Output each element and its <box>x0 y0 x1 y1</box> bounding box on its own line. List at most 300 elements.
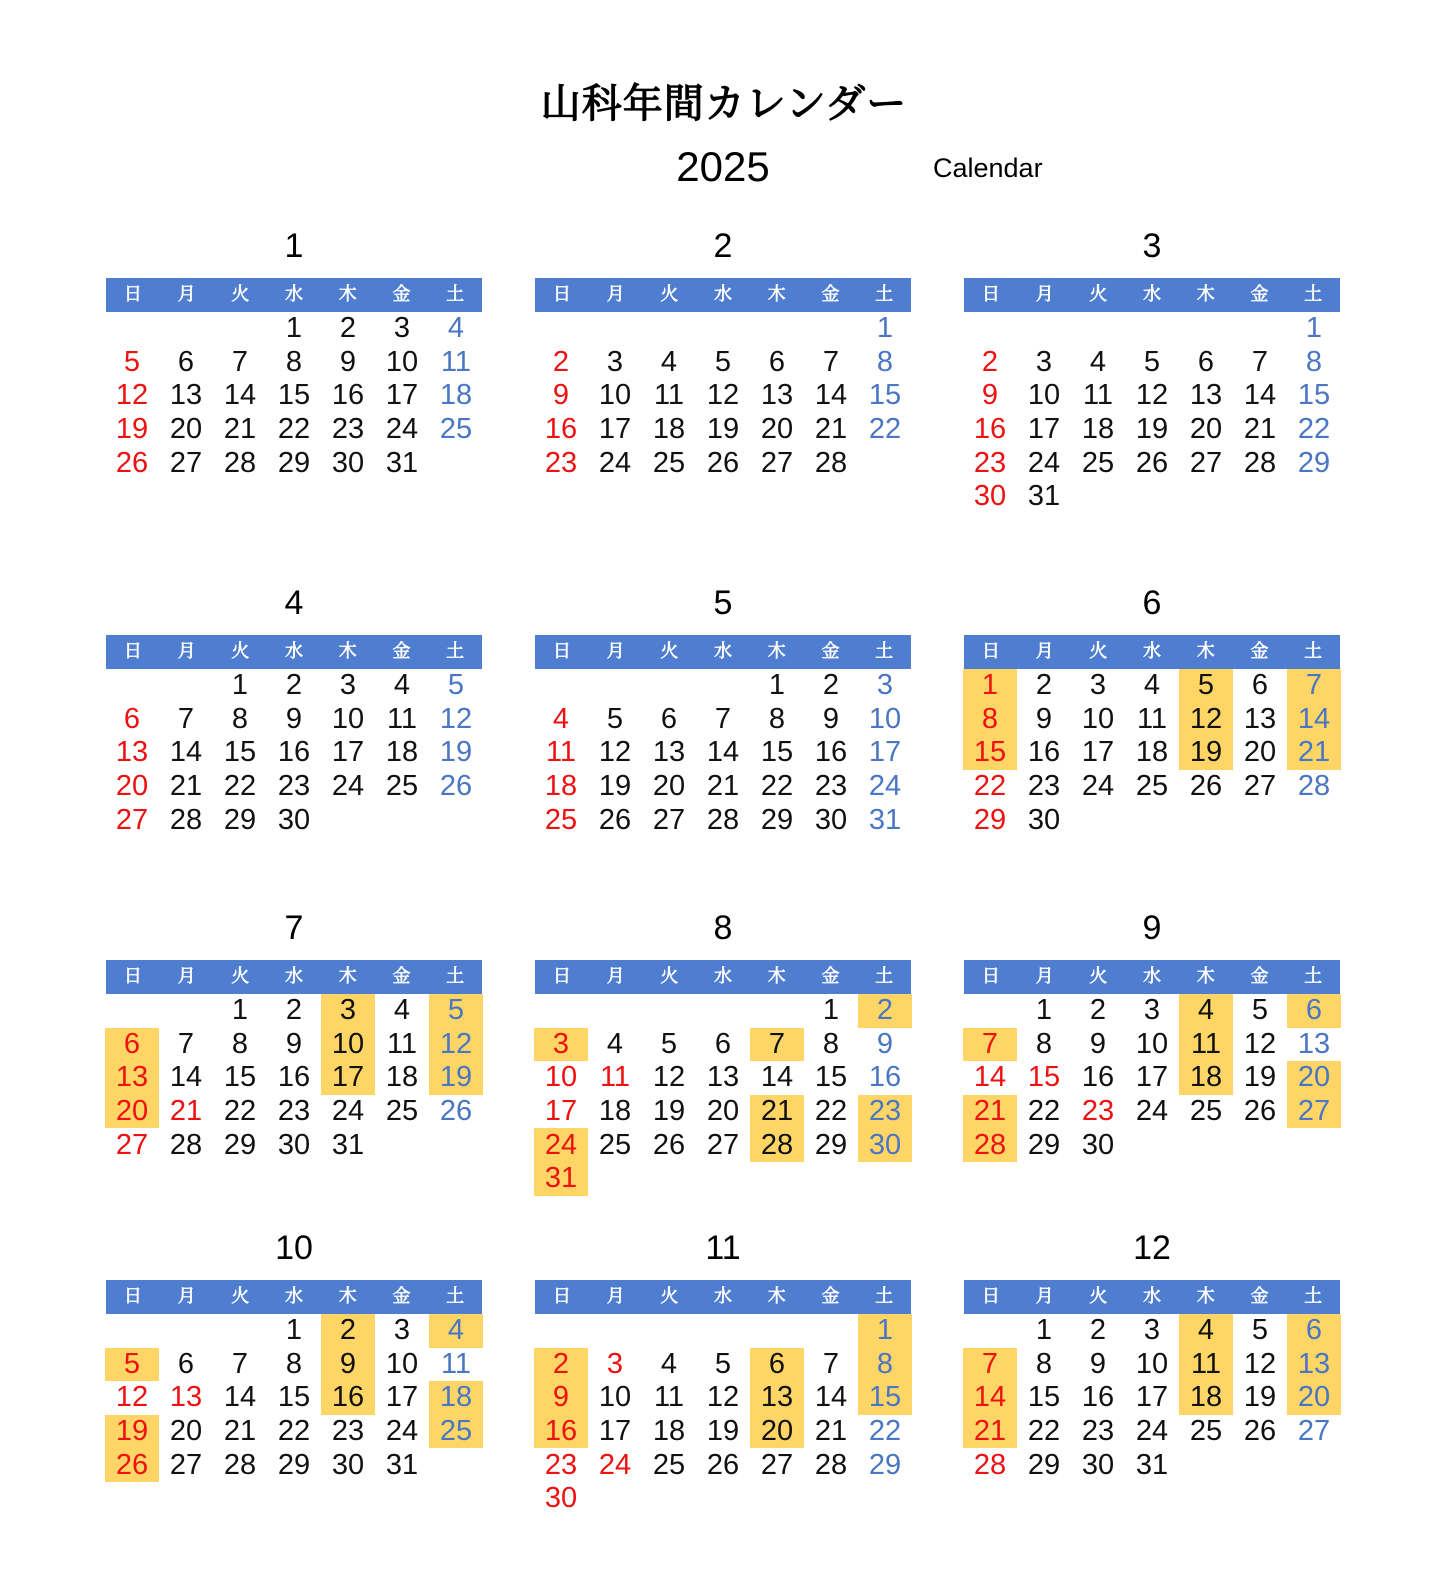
day-cell: 21 <box>223 413 257 446</box>
day-cell: 2 <box>858 994 912 1028</box>
day-cell: 5 <box>105 1348 159 1382</box>
day-cell: 29 <box>1027 1128 1061 1161</box>
day-cell: 30 <box>331 446 365 479</box>
day-cell: 2 <box>285 669 303 702</box>
weekday-label: 土 <box>446 966 465 987</box>
day-cell: 26 <box>706 446 740 479</box>
weekday-label: 金 <box>1250 966 1269 987</box>
day-cell: 2 <box>534 1348 588 1382</box>
weekday-label: 月 <box>1035 1286 1054 1307</box>
day-cell: 20 <box>1287 1061 1341 1095</box>
day-cell: 8 <box>768 702 786 735</box>
day-cell: 8 <box>1305 345 1323 378</box>
day-cell: 4 <box>552 702 570 735</box>
weekday-header <box>964 1280 1340 1314</box>
day-cell: 8 <box>822 1027 840 1060</box>
day-cell: 28 <box>973 1448 1007 1481</box>
day-cell: 30 <box>544 1482 578 1515</box>
day-cell: 12 <box>1135 379 1169 412</box>
day-cell: 20 <box>760 413 794 446</box>
weekday-label: 月 <box>177 641 196 662</box>
day-cell: 16 <box>814 736 848 769</box>
day-cell: 6 <box>660 702 678 735</box>
day-cell: 13 <box>1287 1348 1341 1382</box>
day-cell: 3 <box>1143 1314 1161 1347</box>
day-cell: 11 <box>440 345 472 378</box>
day-cell: 4 <box>1089 345 1107 378</box>
weekday-label: 日 <box>123 284 142 305</box>
day-cell: 10 <box>868 702 902 735</box>
day-cell: 30 <box>1081 1128 1115 1161</box>
day-cell: 28 <box>750 1128 804 1162</box>
day-cell: 18 <box>1135 736 1169 769</box>
day-cell: 23 <box>331 413 365 446</box>
day-cell: 1 <box>285 312 303 345</box>
day-cell: 24 <box>385 413 419 446</box>
day-cell: 13 <box>169 379 203 412</box>
day-cell: 1 <box>1035 1314 1053 1347</box>
day-cell: 24 <box>598 446 632 479</box>
day-cell: 22 <box>868 1415 902 1448</box>
day-cell: 25 <box>429 1415 483 1449</box>
day-cell: 29 <box>760 803 794 836</box>
day-cell: 17 <box>331 736 365 769</box>
day-cell: 26 <box>1189 770 1223 803</box>
day-cell: 22 <box>223 1095 257 1128</box>
weekday-label: 水 <box>285 284 304 305</box>
weekday-header <box>535 960 911 994</box>
day-cell: 7 <box>822 345 840 378</box>
day-cell: 14 <box>963 1381 1017 1415</box>
day-cell: 30 <box>973 480 1007 513</box>
weekday-label: 金 <box>392 641 411 662</box>
weekday-label: 月 <box>177 1286 196 1307</box>
day-cell: 11 <box>1136 702 1168 735</box>
day-cell: 24 <box>331 770 365 803</box>
day-cell: 8 <box>1035 1347 1053 1380</box>
day-cell: 29 <box>1297 446 1331 479</box>
day-cell: 20 <box>1189 413 1223 446</box>
day-cell: 6 <box>177 345 195 378</box>
day-cell: 23 <box>331 1415 365 1448</box>
day-cell: 21 <box>963 1415 1017 1449</box>
day-cell: 17 <box>385 379 419 412</box>
day-cell: 6 <box>1287 994 1341 1028</box>
weekday-label: 木 <box>1196 1286 1215 1307</box>
day-cell: 1 <box>1035 994 1053 1027</box>
day-cell: 5 <box>1251 994 1269 1027</box>
day-cell: 9 <box>1035 702 1053 735</box>
day-cell: 11 <box>1082 379 1114 412</box>
day-cell: 5 <box>660 1027 678 1060</box>
day-cell: 22 <box>973 770 1007 803</box>
day-cell: 19 <box>706 413 740 446</box>
day-cell: 16 <box>321 1381 375 1415</box>
day-cell: 18 <box>429 1381 483 1415</box>
day-cell: 2 <box>1089 994 1107 1027</box>
weekday-label: 金 <box>821 966 840 987</box>
weekday-label: 木 <box>767 966 786 987</box>
day-cell: 6 <box>105 1028 159 1062</box>
day-cell: 7 <box>1251 345 1269 378</box>
day-cell: 4 <box>660 345 678 378</box>
day-cell: 19 <box>1243 1061 1277 1094</box>
day-cell: 9 <box>1089 1347 1107 1380</box>
day-cell: 31 <box>1027 480 1061 513</box>
day-cell: 26 <box>115 446 149 479</box>
day-cell: 17 <box>868 736 902 769</box>
day-cell: 20 <box>1243 736 1277 769</box>
day-cell: 30 <box>277 803 311 836</box>
day-cell: 9 <box>1089 1027 1107 1060</box>
day-cell: 27 <box>1287 1095 1341 1129</box>
day-cell: 12 <box>598 736 632 769</box>
day-cell: 29 <box>223 803 257 836</box>
day-cell: 5 <box>714 345 732 378</box>
day-cell: 29 <box>277 446 311 479</box>
day-cell: 31 <box>534 1162 588 1196</box>
day-cell: 6 <box>1251 669 1269 702</box>
day-cell: 25 <box>598 1128 632 1161</box>
day-cell: 1 <box>822 994 840 1027</box>
weekday-header <box>106 278 482 312</box>
weekday-label: 水 <box>1143 966 1162 987</box>
day-cell: 1 <box>231 669 249 702</box>
day-cell: 7 <box>822 1347 840 1380</box>
day-cell: 13 <box>652 736 686 769</box>
weekday-label: 金 <box>392 966 411 987</box>
weekday-label: 土 <box>1304 284 1323 305</box>
day-cell: 16 <box>331 379 365 412</box>
day-cell: 14 <box>223 1381 257 1414</box>
day-cell: 10 <box>321 1028 375 1062</box>
day-cell: 9 <box>981 379 999 412</box>
day-cell: 24 <box>385 1415 419 1448</box>
weekday-label: 水 <box>714 966 733 987</box>
day-cell: 20 <box>706 1095 740 1128</box>
weekday-label: 日 <box>123 641 142 662</box>
weekday-label: 金 <box>821 1286 840 1307</box>
day-cell: 13 <box>1297 1027 1331 1060</box>
day-cell: 28 <box>1297 770 1331 803</box>
weekday-label: 火 <box>660 966 679 987</box>
day-cell: 19 <box>1243 1381 1277 1414</box>
weekday-label: 水 <box>285 641 304 662</box>
day-cell: 1 <box>963 669 1017 703</box>
day-cell: 22 <box>814 1095 848 1128</box>
day-cell: 9 <box>339 345 357 378</box>
day-cell: 2 <box>1035 669 1053 702</box>
day-cell: 26 <box>598 803 632 836</box>
day-cell: 12 <box>1243 1027 1277 1060</box>
day-cell: 17 <box>598 1415 632 1448</box>
day-cell: 11 <box>653 1381 685 1414</box>
weekday-label: 日 <box>981 641 1000 662</box>
day-cell: 27 <box>1243 770 1277 803</box>
day-cell: 13 <box>760 379 794 412</box>
day-cell: 11 <box>440 1347 472 1380</box>
day-cell: 11 <box>599 1061 631 1094</box>
day-cell: 7 <box>750 1028 804 1062</box>
day-cell: 23 <box>858 1095 912 1129</box>
month-title: 9 <box>1142 909 1162 947</box>
day-cell: 3 <box>606 1347 624 1380</box>
weekday-label: 土 <box>446 1286 465 1307</box>
day-cell: 15 <box>223 1061 257 1094</box>
weekday-label: 日 <box>552 1286 571 1307</box>
day-cell: 4 <box>1179 994 1233 1028</box>
day-cell: 4 <box>1143 669 1161 702</box>
day-cell: 10 <box>544 1061 578 1094</box>
day-cell: 24 <box>1081 770 1115 803</box>
day-cell: 27 <box>169 1448 203 1481</box>
day-cell: 13 <box>706 1061 740 1094</box>
day-cell: 16 <box>544 413 578 446</box>
day-cell: 25 <box>1189 1095 1223 1128</box>
day-cell: 21 <box>963 1095 1017 1129</box>
day-cell: 11 <box>386 702 418 735</box>
day-cell: 2 <box>981 345 999 378</box>
day-cell: 21 <box>814 1415 848 1448</box>
day-cell: 28 <box>169 1128 203 1161</box>
weekday-label: 木 <box>1196 284 1215 305</box>
day-cell: 3 <box>606 345 624 378</box>
month-title: 3 <box>1142 227 1162 265</box>
month-title: 4 <box>284 584 304 622</box>
weekday-label: 日 <box>552 641 571 662</box>
day-cell: 7 <box>1287 669 1341 703</box>
day-cell: 9 <box>285 702 303 735</box>
day-cell: 28 <box>169 803 203 836</box>
day-cell: 1 <box>285 1314 303 1347</box>
day-cell: 18 <box>544 770 578 803</box>
weekday-label: 金 <box>392 284 411 305</box>
weekday-label: 日 <box>981 284 1000 305</box>
day-cell: 14 <box>814 379 848 412</box>
day-cell: 21 <box>1243 413 1277 446</box>
day-cell: 13 <box>105 1061 159 1095</box>
day-cell: 26 <box>1243 1415 1277 1448</box>
day-cell: 25 <box>1189 1415 1223 1448</box>
day-cell: 9 <box>534 1381 588 1415</box>
day-cell: 17 <box>385 1381 419 1414</box>
weekday-label: 土 <box>875 1286 894 1307</box>
day-cell: 3 <box>321 994 375 1028</box>
weekday-label: 金 <box>821 641 840 662</box>
day-cell: 19 <box>1179 736 1233 770</box>
weekday-header <box>535 1280 911 1314</box>
weekday-label: 金 <box>1250 284 1269 305</box>
day-cell: 3 <box>393 1314 411 1347</box>
day-cell: 2 <box>321 1314 375 1348</box>
day-cell: 22 <box>223 770 257 803</box>
day-cell: 29 <box>1027 1448 1061 1481</box>
day-cell: 2 <box>285 994 303 1027</box>
day-cell: 18 <box>1179 1381 1233 1415</box>
day-cell: 24 <box>534 1128 588 1162</box>
day-cell: 6 <box>714 1027 732 1060</box>
day-cell: 15 <box>963 736 1017 770</box>
day-cell: 21 <box>706 770 740 803</box>
day-cell: 19 <box>115 413 149 446</box>
day-cell: 1 <box>1305 312 1323 345</box>
day-cell: 24 <box>1027 446 1061 479</box>
weekday-label: 木 <box>767 1286 786 1307</box>
day-cell: 22 <box>760 770 794 803</box>
day-cell: 15 <box>858 1381 912 1415</box>
day-cell: 10 <box>598 1381 632 1414</box>
day-cell: 23 <box>544 1448 578 1481</box>
weekday-label: 土 <box>1304 966 1323 987</box>
weekday-label: 火 <box>1089 284 1108 305</box>
day-cell: 27 <box>706 1128 740 1161</box>
day-cell: 12 <box>115 1381 149 1414</box>
day-cell: 16 <box>973 413 1007 446</box>
day-cell: 18 <box>598 1095 632 1128</box>
day-cell: 16 <box>1081 1381 1115 1414</box>
day-cell: 10 <box>1081 702 1115 735</box>
day-cell: 20 <box>1287 1381 1341 1415</box>
day-cell: 8 <box>231 1027 249 1060</box>
day-cell: 28 <box>223 1448 257 1481</box>
weekday-label: 金 <box>392 1286 411 1307</box>
day-cell: 15 <box>1027 1381 1061 1414</box>
day-cell: 25 <box>385 770 419 803</box>
weekday-label: 金 <box>1250 641 1269 662</box>
day-cell: 25 <box>1135 770 1169 803</box>
day-cell: 9 <box>822 702 840 735</box>
day-cell: 30 <box>277 1128 311 1161</box>
weekday-label: 金 <box>1250 1286 1269 1307</box>
day-cell: 20 <box>652 770 686 803</box>
month-title: 5 <box>713 584 733 622</box>
day-cell: 15 <box>1027 1061 1061 1094</box>
day-cell: 25 <box>544 803 578 836</box>
day-cell: 24 <box>1135 1095 1169 1128</box>
day-cell: 3 <box>1089 669 1107 702</box>
weekday-label: 木 <box>338 641 357 662</box>
weekday-label: 土 <box>446 284 465 305</box>
day-cell: 13 <box>1243 702 1277 735</box>
weekday-label: 月 <box>1035 966 1054 987</box>
weekday-label: 土 <box>446 641 465 662</box>
day-cell: 25 <box>385 1095 419 1128</box>
day-cell: 25 <box>652 446 686 479</box>
day-cell: 17 <box>1135 1061 1169 1094</box>
weekday-label: 日 <box>123 1286 142 1307</box>
month-title: 10 <box>275 1229 313 1267</box>
day-cell: 5 <box>429 994 483 1028</box>
day-cell: 23 <box>814 770 848 803</box>
day-cell: 22 <box>277 1415 311 1448</box>
day-cell: 5 <box>714 1347 732 1380</box>
day-cell: 4 <box>393 669 411 702</box>
weekday-label: 木 <box>1196 641 1215 662</box>
day-cell: 14 <box>169 736 203 769</box>
day-cell: 20 <box>169 1415 203 1448</box>
day-cell: 21 <box>169 770 203 803</box>
day-cell: 7 <box>963 1348 1017 1382</box>
day-cell: 22 <box>1297 413 1331 446</box>
weekday-label: 月 <box>606 1286 625 1307</box>
day-cell: 23 <box>1081 1415 1115 1448</box>
day-cell: 4 <box>660 1347 678 1380</box>
day-cell: 29 <box>973 803 1007 836</box>
month-title: 8 <box>713 909 733 947</box>
weekday-label: 土 <box>1304 1286 1323 1307</box>
day-cell: 2 <box>822 669 840 702</box>
day-cell: 6 <box>750 1348 804 1382</box>
weekday-label: 日 <box>552 284 571 305</box>
weekday-label: 水 <box>714 284 733 305</box>
weekday-label: 日 <box>552 966 571 987</box>
day-cell: 11 <box>1179 1348 1233 1382</box>
day-cell: 11 <box>653 379 685 412</box>
weekday-header <box>106 635 482 669</box>
day-cell: 27 <box>1297 1415 1331 1448</box>
day-cell: 16 <box>534 1415 588 1449</box>
day-cell: 8 <box>1035 1027 1053 1060</box>
weekday-label: 火 <box>1089 641 1108 662</box>
day-cell: 27 <box>760 1448 794 1481</box>
day-cell: 13 <box>169 1381 203 1414</box>
day-cell: 3 <box>1035 345 1053 378</box>
day-cell: 1 <box>876 312 894 345</box>
day-cell: 3 <box>393 312 411 345</box>
day-cell: 7 <box>714 702 732 735</box>
weekday-header <box>106 960 482 994</box>
day-cell: 4 <box>447 312 465 345</box>
day-cell: 27 <box>652 803 686 836</box>
weekday-header <box>964 278 1340 312</box>
day-cell: 24 <box>868 770 902 803</box>
weekday-label: 月 <box>1035 641 1054 662</box>
day-cell: 15 <box>868 379 902 412</box>
day-cell: 21 <box>223 1415 257 1448</box>
weekday-label: 木 <box>338 1286 357 1307</box>
day-cell: 16 <box>277 1061 311 1094</box>
day-cell: 26 <box>706 1448 740 1481</box>
weekday-header <box>535 635 911 669</box>
day-cell: 18 <box>385 1061 419 1094</box>
day-cell: 16 <box>1027 736 1061 769</box>
day-cell: 19 <box>105 1415 159 1449</box>
weekday-label: 火 <box>231 1286 250 1307</box>
day-cell: 10 <box>1135 1347 1169 1380</box>
day-cell: 18 <box>652 1415 686 1448</box>
day-cell: 26 <box>652 1128 686 1161</box>
day-cell: 5 <box>1251 1314 1269 1347</box>
weekday-label: 火 <box>1089 966 1108 987</box>
weekday-label: 月 <box>1035 284 1054 305</box>
day-cell: 19 <box>598 770 632 803</box>
day-cell: 16 <box>1081 1061 1115 1094</box>
day-cell: 14 <box>973 1061 1007 1094</box>
day-cell: 20 <box>105 1095 159 1129</box>
weekday-label: 火 <box>660 641 679 662</box>
day-cell: 29 <box>277 1448 311 1481</box>
weekday-label: 水 <box>714 641 733 662</box>
day-cell: 26 <box>1243 1095 1277 1128</box>
weekday-label: 木 <box>767 641 786 662</box>
day-cell: 13 <box>115 736 149 769</box>
day-cell: 13 <box>1189 379 1223 412</box>
day-cell: 2 <box>1089 1314 1107 1347</box>
day-cell: 10 <box>385 345 419 378</box>
day-cell: 17 <box>544 1095 578 1128</box>
day-cell: 24 <box>1135 1415 1169 1448</box>
day-cell: 5 <box>123 345 141 378</box>
